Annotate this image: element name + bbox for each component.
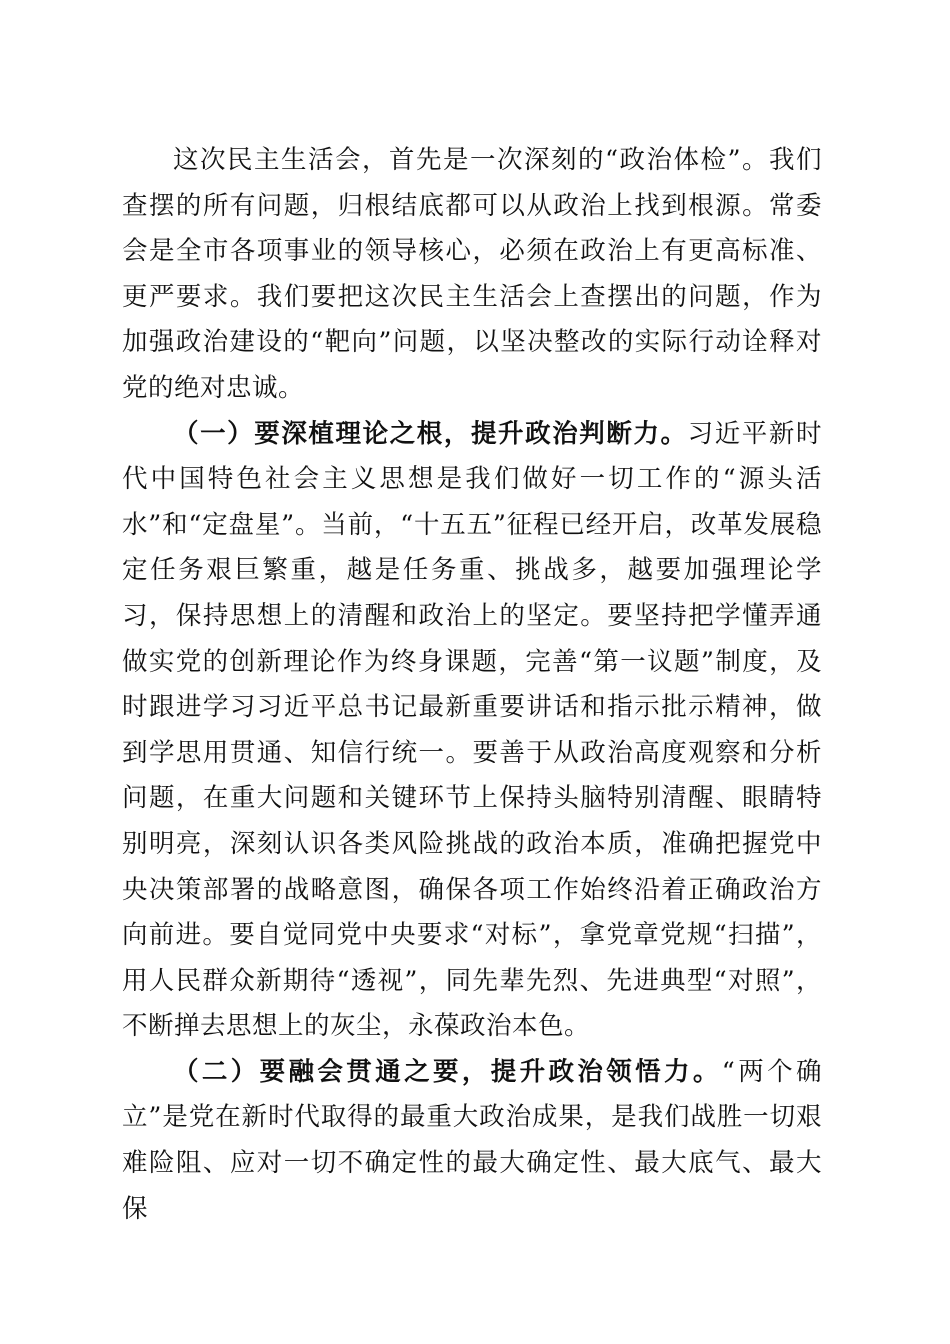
document-page	[122, 138, 822, 1232]
paragraph-section-2	[122, 1050, 822, 1232]
paragraph-text: 习近平新时代中国特色社会主义思想是我们做好一切工作的“源头活水”和“定盘星”。当前，“十五五”征程已经开启，改革发展稳定任务艰巨繁重，越是任务重、挑战多，越要加强理论学习，保持思想上的清醒和政治上的坚定。要坚持把学懂弄通做实党的创新理论作为终身课题，完善“第一议题”制度，及时跟进学习习近平总书记最新重要讲话和指示批示精神，做到学思用贯通、知信行统一。要善于从政治高度观察和分析问题，在重大问题和关键环节上保持头脑特别清醒、眼睛特别明亮，深刻认识各类风险挑战的政治本质，准确把握党中央决策部署的战略意图，确保各项工作始终沿着正确政治方向前进。要自觉同党中央要求“对标”，拿党章党规“扫描”，用人民群众新期待“透视”，同先辈先烈、先进典型“对照”，不断掸去思想上的灰尘，永葆政治本色。	[122, 418, 822, 1042]
section-heading: （一）要深植理论之根，提升政治判断力。	[173, 418, 688, 449]
paragraph-intro	[122, 138, 822, 412]
paragraph-section-1	[122, 412, 822, 1050]
paragraph-text: “两个确立”是党在新时代取得的最重大政治成果，是我们战胜一切艰难险阻、应对一切不确定性的最大确定性、最大底气、最大保	[122, 1056, 822, 1224]
section-heading: （二）要融会贯通之要，提升政治领悟力。	[173, 1056, 722, 1087]
paragraph-text: 这次民主生活会，首先是一次深刻的“政治体检”。我们查摆的所有问题，归根结底都可以从政治上找到根源。常委会是全市各项事业的领导核心，必须在政治上有更高标准、更严要求。我们要把这次民主生活会上查摆出的问题，作为加强政治建设的“靶向”问题，以坚决整改的实际行动诠释对党的绝对忠诚。	[122, 145, 822, 403]
